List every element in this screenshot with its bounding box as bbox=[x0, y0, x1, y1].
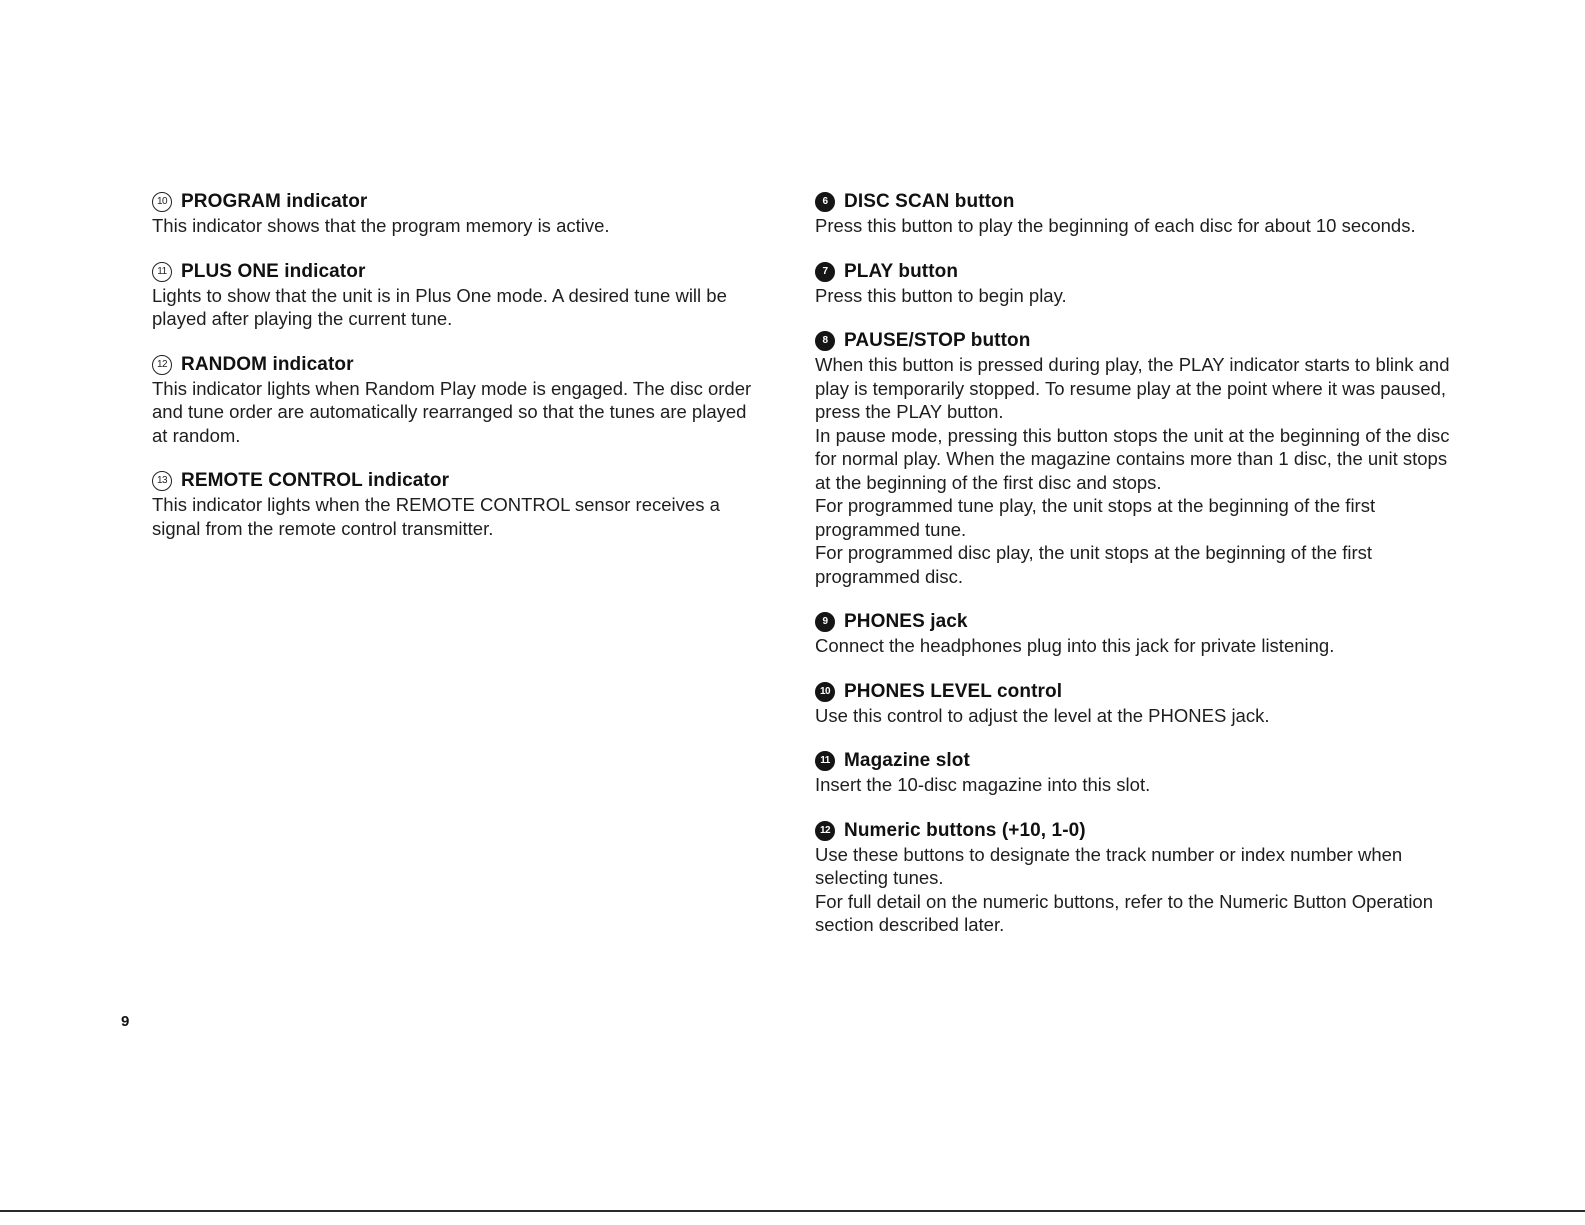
entry-title: Numeric buttons (+10, 1-0) bbox=[844, 819, 1086, 841]
callout-number-7: 7 bbox=[815, 262, 835, 282]
entry-program-indicator bbox=[152, 190, 762, 238]
entry-paragraph: For programmed disc play, the unit stops at the beginning of the first programmed disc. bbox=[815, 542, 1373, 587]
entry-disc-scan-button bbox=[815, 190, 1455, 238]
entry-heading bbox=[815, 610, 1455, 634]
entry-heading bbox=[152, 353, 762, 377]
entry-heading bbox=[815, 190, 1455, 214]
entry-paragraph: For programmed tune play, the unit stops at the beginning of the first programmed tune. bbox=[815, 495, 1376, 540]
entry-numeric-buttons bbox=[815, 819, 1455, 937]
entry-remote-control-indicator bbox=[152, 469, 762, 540]
callout-number-12: 12 bbox=[815, 821, 835, 841]
entry-heading bbox=[815, 260, 1455, 284]
entry-description bbox=[815, 704, 1455, 728]
entry-title: PLAY button bbox=[844, 260, 959, 282]
entry-title: Magazine slot bbox=[844, 750, 970, 771]
entry-paragraph: This indicator shows that the program memory is active. bbox=[152, 215, 610, 236]
entry-heading bbox=[152, 469, 762, 493]
callout-number-11: 11 bbox=[815, 751, 835, 771]
entry-heading bbox=[815, 749, 1455, 773]
entry-magazine-slot bbox=[815, 749, 1455, 797]
entry-pause-stop-button bbox=[815, 329, 1455, 588]
entry-description bbox=[152, 284, 762, 331]
entry-description bbox=[152, 493, 762, 540]
page-bottom-edge bbox=[0, 1210, 1585, 1212]
entry-heading bbox=[815, 329, 1455, 353]
entry-title: DISC SCAN button bbox=[844, 191, 1015, 212]
entry-phones-jack bbox=[815, 610, 1455, 658]
entry-heading bbox=[815, 819, 1455, 843]
entry-description bbox=[815, 284, 1455, 308]
entry-description bbox=[815, 214, 1455, 238]
entry-heading bbox=[152, 190, 762, 214]
callout-number-11: 11 bbox=[152, 262, 172, 282]
left-column bbox=[152, 190, 762, 562]
callout-number-13: 13 bbox=[152, 471, 172, 491]
entry-phones-level-control bbox=[815, 680, 1455, 728]
entry-paragraph: Use this control to adjust the level at the PHONES jack. bbox=[815, 704, 1270, 726]
entry-paragraph: Press this button to play the beginning of each disc for about 10 seconds. bbox=[815, 215, 1416, 236]
entry-description bbox=[815, 773, 1455, 797]
entry-description bbox=[152, 214, 762, 238]
callout-number-9: 9 bbox=[815, 612, 835, 632]
callout-number-10: 10 bbox=[152, 192, 172, 212]
entry-paragraph: Use these buttons to designate the track number or index number when selecting tunes. bbox=[815, 843, 1403, 888]
entry-title: PLUS ONE indicator bbox=[181, 260, 366, 282]
entry-paragraph: This indicator lights when Random Play mode is engaged. The disc order and tune order are automatically rearranged so that the tunes are played at random. bbox=[152, 377, 752, 446]
callout-number-8: 8 bbox=[815, 331, 835, 351]
entry-description bbox=[815, 634, 1455, 658]
entry-paragraph: Lights to show that the unit is in Plus One mode. A desired tune will be played after playing the current tune. bbox=[152, 284, 727, 329]
entry-heading bbox=[152, 260, 762, 284]
callout-number-6: 6 bbox=[815, 192, 835, 212]
entry-heading bbox=[815, 680, 1455, 704]
entry-paragraph: When this button is pressed during play, the PLAY indicator starts to blink and play is temporarily stopped. To resume play at the point where it was paused, press the PLAY button. bbox=[815, 354, 1450, 422]
entry-random-indicator bbox=[152, 353, 762, 448]
entry-title: REMOTE CONTROL indicator bbox=[181, 470, 450, 491]
entry-description bbox=[815, 843, 1455, 937]
entry-description bbox=[152, 377, 762, 448]
entry-paragraph: Connect the headphones plug into this jack for private listening. bbox=[815, 635, 1335, 656]
entry-paragraph: For full detail on the numeric buttons, refer to the Numeric Button Operation section described later. bbox=[815, 890, 1434, 935]
entry-title: RANDOM indicator bbox=[181, 353, 354, 375]
entry-description bbox=[815, 353, 1455, 588]
entry-title: PHONES jack bbox=[844, 611, 968, 632]
entry-paragraph: In pause mode, pressing this button stops the unit at the beginning of the disc for normal play. When the magazine contains more than 1 disc, the unit stops at the beginning of the first disc and stops. bbox=[815, 424, 1450, 493]
entry-plus-one-indicator bbox=[152, 260, 762, 331]
entry-paragraph: This indicator lights when the REMOTE CONTROL sensor receives a signal from the remote control transmitter. bbox=[152, 494, 720, 539]
entry-title: PROGRAM indicator bbox=[181, 191, 368, 212]
callout-number-10: 10 bbox=[815, 682, 835, 702]
entry-title: PHONES LEVEL control bbox=[844, 680, 1063, 702]
page-number: 9 bbox=[121, 1013, 130, 1030]
entry-play-button bbox=[815, 260, 1455, 308]
callout-number-12: 12 bbox=[152, 355, 172, 375]
right-column bbox=[815, 190, 1455, 959]
entry-title: PAUSE/STOP button bbox=[844, 330, 1031, 351]
entry-paragraph: Insert the 10-disc magazine into this slot. bbox=[815, 774, 1151, 795]
entry-paragraph: Press this button to begin play. bbox=[815, 284, 1067, 306]
